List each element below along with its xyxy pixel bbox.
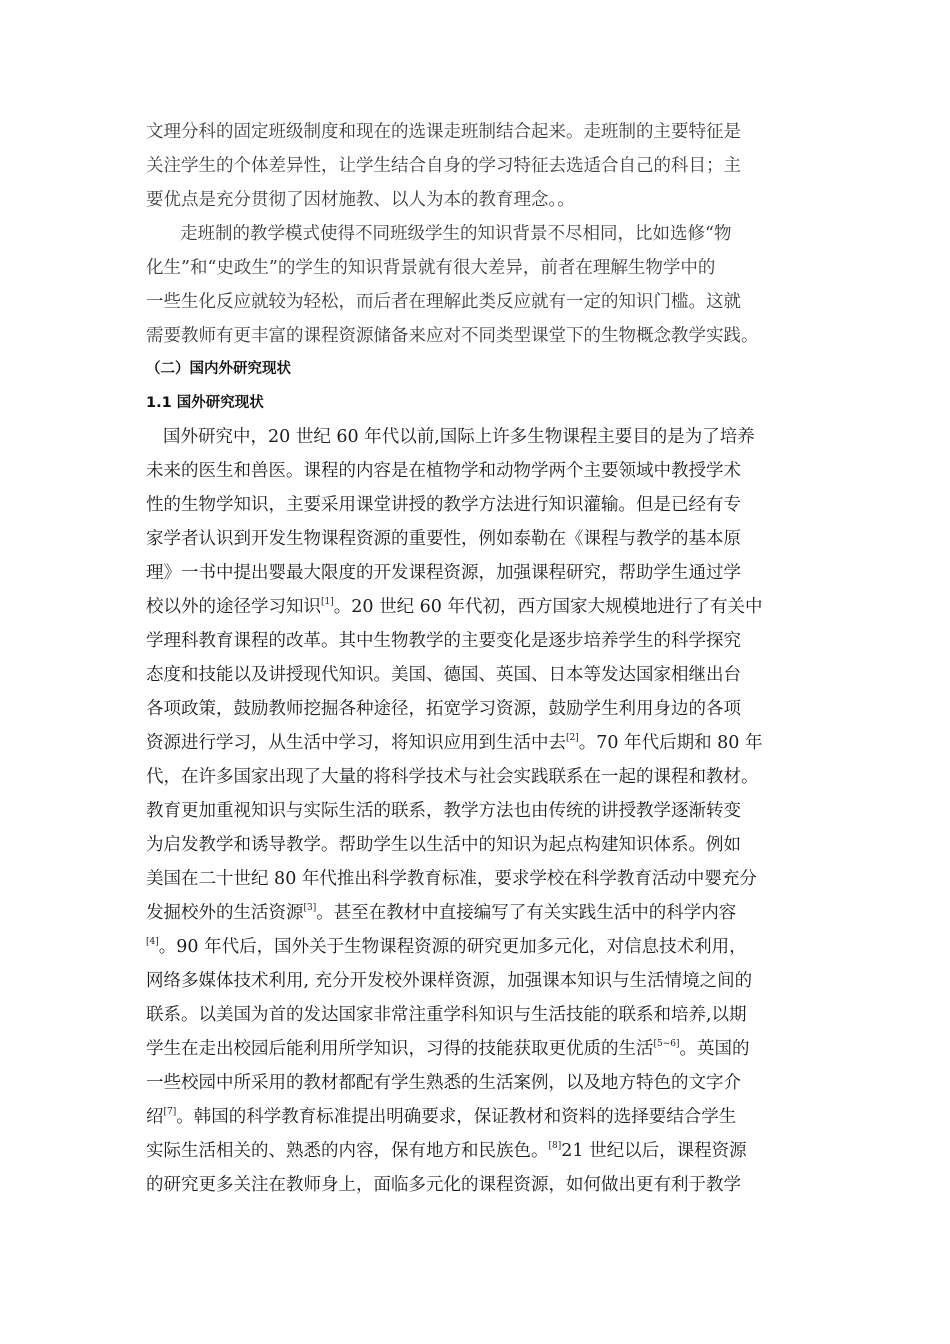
citation-2: [2] <box>566 733 579 744</box>
main-line-13: 为启发教学和诱导教学。帮助学生以生活中的知识为起点构建知识体系。例如 <box>146 835 741 855</box>
paragraph2-line-2: 化生”和“史政生”的学生的知识背景就有很大差异，前者在理解生物学中的 <box>146 258 716 278</box>
main-line-3: 性的生物学知识，主要采用课堂讲授的教学方法进行知识灌输。但是已经有专 <box>146 495 741 515</box>
subsection-heading: 1.1 国外研究现状 <box>146 395 264 411</box>
citation-7: [7] <box>163 1107 177 1118</box>
main-line-10-text-b: 。70 年代后期和 80 年 <box>578 733 763 753</box>
section-heading: （二）国内外研究现状 <box>146 361 291 377</box>
main-line-12: 教育更加重视知识与实际生活的联系，教学方法也由传统的讲授教学逐渐转变 <box>146 801 741 821</box>
main-line-22-text-a: 实际生活相关的、熟悉的内容，保有地方和民族色。 <box>146 1141 549 1161</box>
main-line-16-text-b: 。90 年代后，国外关于生物课程资源的研究更加多元化，对信息技术利用， <box>158 937 747 957</box>
main-line-23: 的研究更多关注在教师身上，面临多元化的课程资源，如何做出更有利于教学 <box>146 1175 741 1195</box>
main-line-21-text-b: 。韩国的科学教育标准提出明确要求，保证教材和资料的选择要结合学生 <box>176 1107 737 1127</box>
main-line-21-text-a: 绍 <box>146 1107 164 1127</box>
intro-line-2: 关注学生的个体差异性，让学生结合自身的学习特征去选适合自己的科目；主 <box>146 156 741 176</box>
main-line-9: 各项政策，鼓励教师挖掘各种途径，拓宽学习资源，鼓励学生利用身边的各项 <box>146 699 741 719</box>
citation-3: [3] <box>303 903 317 914</box>
main-line-7: 学理科教育课程的改革。其中生物教学的主要变化是逐步培养学生的科学探究 <box>146 631 741 651</box>
paragraph2-line-1: 走班制的教学模式使得不同班级学生的知识背景不尽相同，比如选修“物 <box>180 224 732 244</box>
main-line-6 <box>146 595 806 619</box>
main-line-19-text-a: 学生在走出校园后能利用所学知识，习得的技能获取更优质的生活 <box>146 1039 654 1059</box>
citation-1: [1] <box>321 597 334 608</box>
intro-line-1: 文理分科的固定班级制度和现在的选课走班制结合起来。走班制的主要特征是 <box>146 122 741 142</box>
main-line-8: 态度和技能以及讲授现代知识。美国、德国、英国、日本等发达国家相继出台 <box>146 665 741 685</box>
main-line-5: 理》一书中提出婴最大限度的开发课程资源，加强课程研究，帮助学生通过学 <box>146 563 741 583</box>
main-line-10-text-a: 资源进行学习，从生活中学习，将知识应用到生活中去 <box>146 733 566 753</box>
intro-line-3: 要优点是充分贯彻了因材施教、以人为本的教育理念。。 <box>146 190 575 210</box>
main-line-22 <box>146 1139 806 1163</box>
main-line-14: 美国在二十世纪 80 年代推出科学教育标准，要求学校在科学教育活动中婴充分 <box>146 869 757 889</box>
citation-4: [4] <box>146 937 159 948</box>
main-line-6-text-a: 校以外的途径学习知识 <box>146 597 321 617</box>
main-line-18: 联系。以美国为首的发达国家非常注重学科知识与生活技能的联系和培养,以期 <box>146 1005 747 1025</box>
main-line-19 <box>146 1037 806 1061</box>
main-line-15-text-b: 。甚至在教材中直接编写了有关实践生活中的科学内容 <box>316 903 737 923</box>
citation-5-6: [5~6] <box>653 1039 680 1050</box>
main-line-2: 未来的医生和兽医。课程的内容是在植物学和动物学两个主要领域中教授学术 <box>146 461 741 481</box>
main-line-19-text-b: 。英国的 <box>679 1039 750 1059</box>
main-line-11: 代，在许多国家出现了大量的将科学技术与社会实践联系在一起的课程和教材。 <box>146 767 759 787</box>
paragraph2-line-4: 需要教师有更丰富的课程资源储备来应对不同类型课堂下的生物概念教学实践。 <box>146 326 759 346</box>
main-line-17: 网络多媒体技术利用, 充分开发校外课样资源，加强课本知识与生活情境之间的 <box>146 971 753 991</box>
main-line-10 <box>146 731 806 755</box>
main-line-1: 国外研究中，20 世纪 60 年代以前,国际上许多生物课程主要目的是为了培养 <box>163 427 755 447</box>
main-line-22-text-b: 21 世纪以后，课程资源 <box>561 1141 747 1161</box>
main-line-15-text-a: 发掘校外的生活资源 <box>146 903 304 923</box>
citation-8: [8] <box>548 1141 562 1152</box>
main-line-20: 一些校园中所采用的教材都配有学生熟悉的生活案例，以及地方特色的文字介 <box>146 1073 741 1093</box>
paragraph2-line-3: 一些生化反应就较为轻松，而后者在理解此类反应就有一定的知识门槛。这就 <box>146 292 741 312</box>
main-line-6-text-b: 。20 世纪 60 年代初，西方国家大规模地进行了有关中 <box>333 597 763 617</box>
main-line-21 <box>146 1105 806 1129</box>
main-line-15 <box>146 901 806 925</box>
main-line-16 <box>146 935 806 959</box>
main-line-4: 家学者认识到开发生物课程资源的重要性，例如泰勒在《课程与教学的基本原 <box>146 529 741 549</box>
